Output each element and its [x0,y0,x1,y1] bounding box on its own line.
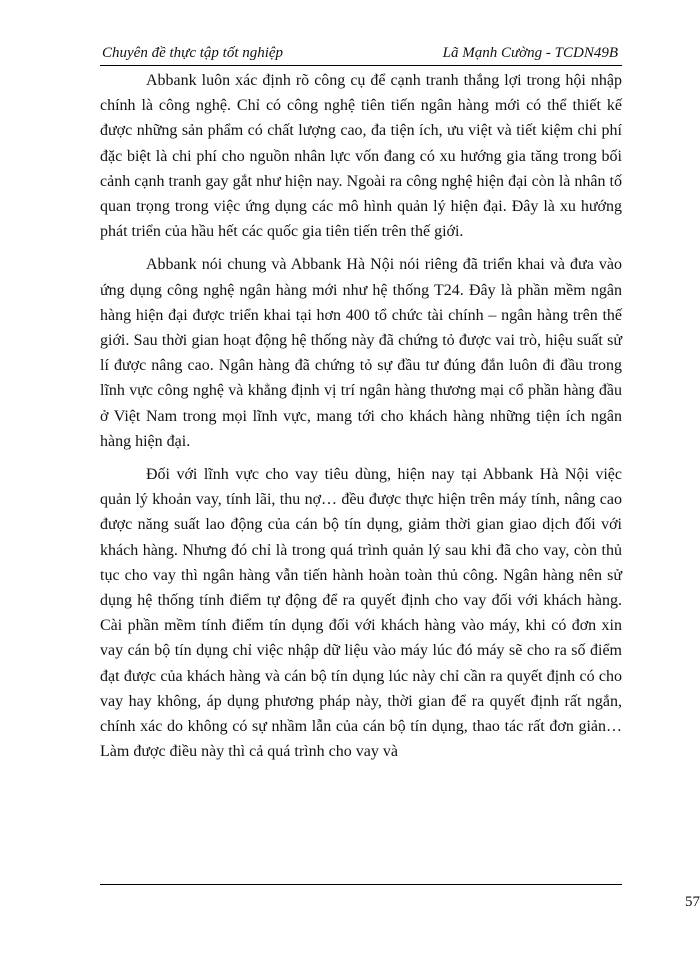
paragraph: Đối với lĩnh vực cho vay tiêu dùng, hiện nay tại Abbank Hà Nội việc quản lý khoản vay, tính lãi, thu nợ… đều được thực hiện trên máy tính, nâng cao được năng suất lao động của cán bộ tín dụng, giảm thời gian giao dịch đối với khách hàng. Nhưng đó chỉ là trong quá trình quản lý sau khi đã cho vay, còn thủ tục cho vay thì ngân hàng vẫn tiến hành hoàn toàn thủ công. Ngân hàng nên sử dụng hệ thống tính điểm tự động để ra quyết định cho vay đối với khách hàng. Cài phần mềm tính điểm tín dụng đối với khách hàng vào máy, khi có đơn xin vay cán bộ tín dụng chỉ việc nhập dữ liệu vào máy lúc đó máy sẽ cho ra số điểm đạt được của khách hàng và cán bộ tín dụng lúc này chỉ cần ra quyết định có cho vay hay không, áp dụng phương pháp này, thời gian để ra quyết định rất ngắn, chính xác do không có sự nhầm lẫn của cán bộ tín dụng, thao tác rất đơn giản… Làm được điều này thì cả quá trình cho vay và [100,466,622,761]
paragraph: Abbank nói chung và Abbank Hà Nội nói riêng đã triển khai và đưa vào ứng dụng công nghệ ngân hàng mới như hệ thống T24. Đây là phần mềm ngân hàng hiện đại được triển khai tại hơn 400 tổ chức tài chính – ngân hàng trên thế giới. Sau thời gian hoạt động hệ thống này đã chứng tỏ được vai trò, hiệu suất sử lí được nâng cao. Ngân hàng đã chứng tỏ sự đầu tư đúng đắn luôn đi đầu trong lĩnh vực công nghệ và khẳng định vị trí ngân hàng thương mại cổ phần hàng đầu ở Việt Nam trong mọi lĩnh vực, mang tới cho khách hàng những tiện ích ngân hàng hiện đại. [100,256,622,450]
paragraph: Abbank luôn xác định rõ công cụ để cạnh tranh thắng lợi trong hội nhập chính là công nghệ. Chỉ có công nghệ tiên tiến ngân hàng mới có thể thiết kế được những sản phẩm có chất lượng cao, đa tiện ích, ưu việt và tiết kiệm chi phí đặc biệt là chi phí cho nguồn nhân lực vốn đang có xu hướng gia tăng trong bối cảnh cạnh tranh gay gắt như hiện nay. Ngoài ra công nghệ hiện đại còn là nhân tố quan trọng trong việc ứng dụng các mô hình quản lý hiện đại. Đây là xu hướng phát triển của hầu hết các quốc gia tiên tiến trên thế giới. [100,72,622,241]
body-text [100,68,622,764]
page-number: 57 [685,894,700,910]
header-document-title: Chuyên đề thực tập tốt nghiệp [102,45,284,61]
page-header [100,40,622,66]
header-author: Lã Mạnh Cường - TCDN49B [442,45,618,61]
footer-rule [100,884,622,885]
